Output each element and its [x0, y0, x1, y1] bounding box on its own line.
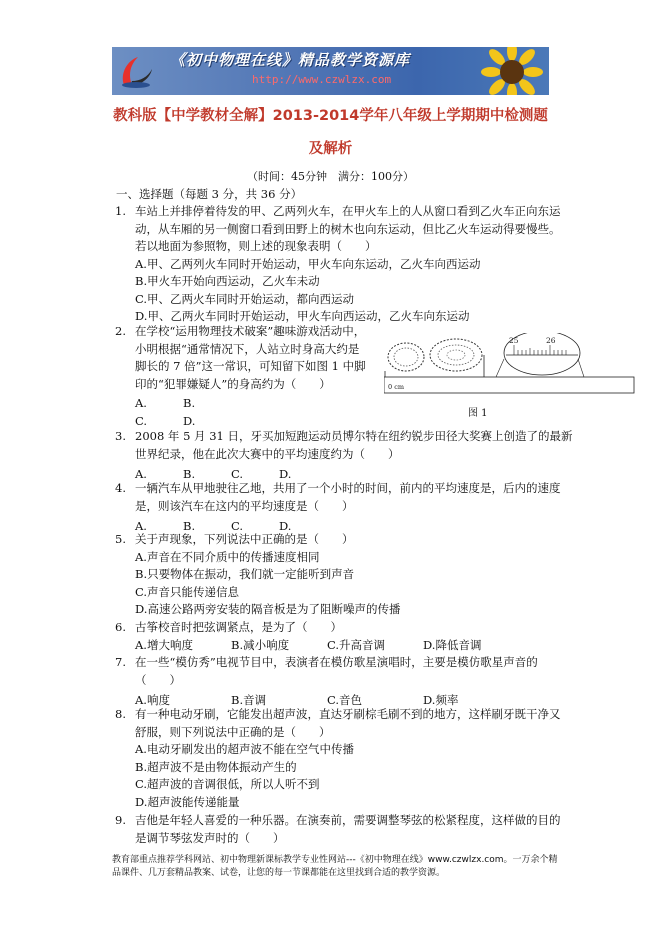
question-text: 是调节琴弦发声时的（ ）	[135, 830, 285, 845]
question-9	[115, 812, 575, 847]
option: C.声音只能传递信息	[135, 584, 240, 599]
question-4	[115, 480, 575, 536]
option: D.	[279, 519, 292, 533]
question-3	[115, 428, 575, 484]
question-text: 在学校“运用物理技术破案”趣味游戏活动中，	[135, 324, 366, 338]
footprint-ruler-figure	[384, 333, 636, 413]
question-number: 9.	[115, 813, 126, 827]
option: C.	[135, 413, 148, 428]
option: B.音调	[231, 693, 267, 707]
question-text: 脚长的 7 倍”这一常识，可知留下如图 1 中脚	[135, 359, 366, 373]
question-text: 动，从车厢的另一侧窗口看到田野上的树木也向东运动，但比乙火车运动得要慢些。	[135, 221, 561, 236]
page-footer: 教育部重点推荐学科网站、初中物理新课标教学专业性网站---《初中物理在线》www.czwlzx.com。一万余个精品课件、几万套精品教案、试卷，让您的每一节课都能在这里找到合适的教学资源。	[112, 855, 558, 878]
option: B.甲火车开始向西运动，乙火车未动	[135, 274, 320, 288]
site-logo-icon	[116, 51, 156, 91]
question-7	[115, 654, 575, 710]
question-text: （ ）	[135, 672, 181, 687]
ruler-tick-26: 26	[546, 336, 556, 345]
option: C.升高音调	[327, 637, 386, 652]
option: C.音色	[327, 693, 363, 707]
option: A.	[135, 396, 147, 410]
exam-meta: （时间：45分钟 满分：100分）	[247, 170, 414, 183]
question-text: 若以地面为参照物，则上述的现象表明（ ）	[135, 239, 377, 253]
ruler	[384, 377, 634, 393]
option: B.只要物体在振动，我们就一定能听到声音	[135, 567, 355, 581]
question-text: 小明根据“通常情况下，人站立时身高大约是	[135, 341, 360, 356]
option: D.甲、乙两火车同时开始运动，甲火车向西运动，乙火车向东运动	[135, 309, 470, 323]
option: C.超声波的音调很低，所以人听不到	[135, 777, 320, 791]
ruler-tick-25: 25	[509, 336, 519, 345]
option: A.	[135, 519, 147, 533]
question-number: 6.	[115, 620, 126, 634]
option: B.	[183, 467, 196, 481]
question-text: 一辆汽车从甲地驶往乙地，共用了一个小时的时间，前内的平均速度是，后内的速度	[135, 481, 561, 495]
footprint-icon	[388, 339, 482, 371]
question-6	[115, 619, 575, 654]
question-number: 4.	[115, 481, 126, 495]
question-text: 车站上并排停着待发的甲、乙两列火车，在甲火车上的人从窗口看到乙火车正向东运	[135, 204, 561, 218]
question-number: 5.	[115, 532, 126, 546]
option: D.降低音调	[423, 637, 482, 652]
question-text: 有一种电动牙刷，它能发出超声波，直达牙刷棕毛刷不到的地方，这样刷牙既干净又	[135, 707, 561, 721]
question-number: 8.	[115, 707, 126, 721]
option: A.响度	[135, 693, 170, 707]
option: B.	[183, 396, 196, 410]
question-1	[115, 203, 575, 326]
question-text: 舒服，则下列说法中正确的是（ ）	[135, 724, 331, 739]
header-banner	[112, 47, 549, 95]
option: A.声音在不同介质中的传播速度相同	[135, 549, 320, 564]
question-text: 印的“犯罪嫌疑人”的身高约为（ ）	[135, 376, 331, 391]
option: A.甲、乙两列火车同时开始运动，甲火车向东运动，乙火车向西运动	[135, 256, 481, 271]
question-number: 1.	[115, 204, 126, 218]
question-text: 2008 年 5 月 31 日，牙买加短跑运动员博尔特在纽约锐步田径大奖赛上创造了的最新	[135, 429, 573, 443]
section-heading: 一、选择题（每题 3 分，共 36 分）	[116, 187, 303, 201]
option: A.	[135, 467, 147, 481]
doc-title-line1: 教科版【中学教材全解】2013-2014学年八年级上学期期中检测题	[113, 108, 548, 124]
banner-url[interactable]: http://www.czwlzx.com	[252, 73, 392, 86]
option: C.	[231, 467, 244, 481]
ruler-zero-label: 0 cm	[388, 383, 405, 391]
option: C.甲、乙两火车同时开始运动，都向西运动	[135, 291, 355, 306]
question-text: 是，则该汽车在这内的平均速度是（ ）	[135, 498, 354, 513]
question-text: 世界纪录，他在此次大赛中的平均速度约为（ ）	[135, 446, 400, 461]
question-text: 古筝校音时把弦调紧点，是为了（ ）	[135, 620, 342, 634]
option: B.超声波不是由物体振动产生的	[135, 759, 297, 774]
question-number: 7.	[115, 655, 126, 669]
option: A.增大响度	[135, 637, 193, 652]
doc-title-line2: 及解析	[308, 141, 353, 157]
option: A.电动牙刷发出的超声波不能在空气中传播	[135, 742, 354, 756]
question-5	[115, 531, 575, 619]
question-text: 关于声现象，下列说法中正确的是（ ）	[135, 532, 354, 546]
option: B.	[183, 519, 196, 533]
banner-title: 《初中物理在线》精品教学资源库	[170, 51, 411, 69]
option: D.频率	[423, 693, 459, 707]
question-text: 吉他是年轻人喜爱的一种乐器。在演奏前，需要调整琴弦的松紧程度，这样做的目的	[135, 813, 561, 827]
question-8	[115, 706, 575, 811]
option: D.	[183, 413, 196, 428]
sunflower-icon	[481, 47, 543, 95]
question-number: 2.	[115, 324, 126, 338]
question-text: 在一些“模仿秀”电视节目中，表演者在模仿歌星演唱时，主要是模仿歌星声音的	[135, 655, 538, 669]
option: D.高速公路两旁安装的隔音板是为了阻断噪声的传播	[135, 602, 401, 616]
option: B.减小响度	[231, 637, 290, 652]
option: D.超声波能传递能量	[135, 794, 240, 809]
figure-caption: 图 1	[468, 408, 488, 419]
question-number: 3.	[115, 429, 126, 443]
option: D.	[279, 467, 292, 481]
option: C.	[231, 519, 244, 533]
